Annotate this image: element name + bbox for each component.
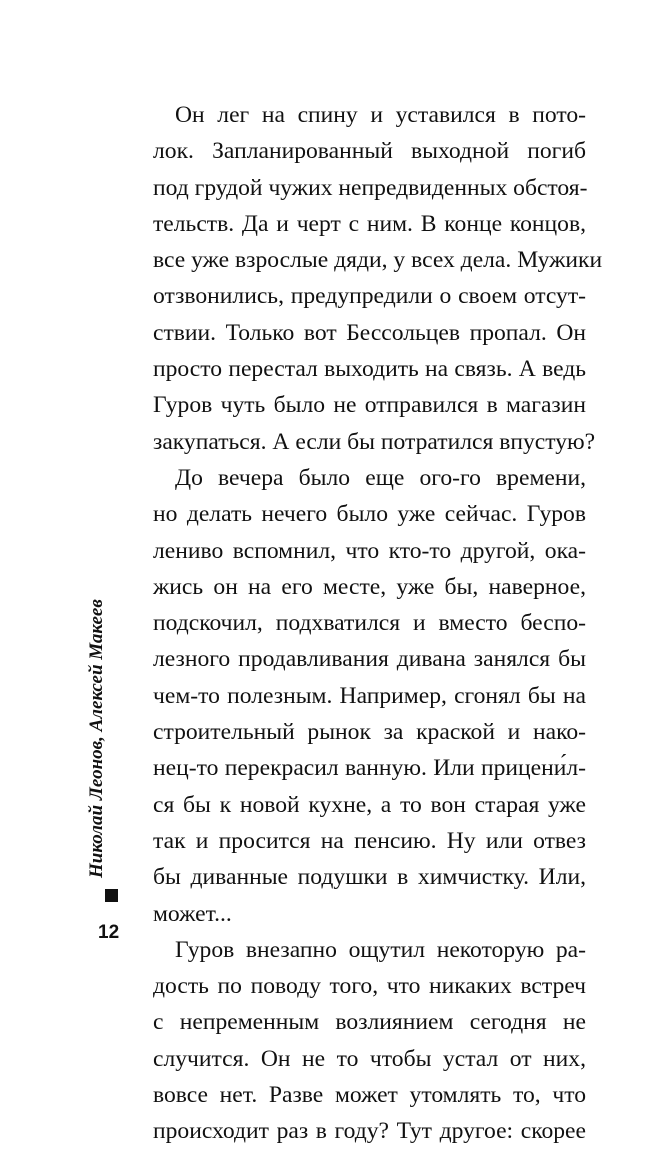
running-head-authors: Николай Леонов, Алексей Макеев [86,599,107,878]
text-line: ся бы к новой кухне, а то вон старая уже [153,791,586,818]
text-line: вовсе нет. Разве может утомлять то, что [153,1082,586,1109]
paragraph-2 [153,460,586,932]
text-line: дость по поводу того, что никаких встреч [153,973,586,1000]
text-line: чем-то полезным. Например, сгонял бы на [153,682,586,709]
text-line: лезного продавливания дивана занялся бы [153,646,586,673]
text-line: происходит раз в году? Тут другое: скорее [153,1118,586,1145]
paragraph-3 [153,932,586,1150]
text-line: Гуров внезапно ощутил некоторую ра- [175,936,586,963]
text-line: под грудой чужих непредвиденных обстоя- [153,174,588,201]
page-body-text [153,97,603,1150]
text-line: подскочил, подхватился и вместо беспо- [153,610,586,637]
text-line: лениво вспомнил, что кто-то другой, ока- [153,537,586,564]
text-line: лок. Запланированный выходной погиб [153,138,586,165]
page-marker-square [105,889,118,902]
text-line: нец-то перекрасил ванную. Или прицени́л- [153,755,586,782]
text-line: Гуров чуть было не отправился в магазин [153,392,586,419]
page-number: 12 [98,922,120,943]
text-line: ствии. Только вот Бессольцев пропал. Он [153,319,586,346]
text-line: так и просится на пенсию. Ну или отвез [153,827,586,854]
text-line: До вечера было еще ого-го времени, [175,464,586,491]
text-line: отзвонились, предупредили о своем отсут- [153,283,586,310]
text-line: может... [153,900,232,927]
text-line: закупаться. А если бы потратился впустую? [153,428,596,455]
text-line: но делать нечего было уже сейчас. Гуров [153,501,586,528]
text-line: с непременным возлиянием сегодня не [153,1009,586,1036]
text-line: случится. Он не то чтобы устал от них, [153,1045,586,1072]
text-line: бы диванные подушки в химчистку. Или, [153,864,586,891]
text-line: строительный рынок за краской и нако- [153,719,586,746]
text-line: все уже взрослые дяди, у всех дела. Мужики [153,247,603,274]
paragraph-1 [153,97,603,460]
text-line: Он лег на спину и уставился в пото- [175,102,586,128]
text-line: просто перестал выходить на связь. А ведь [153,356,586,383]
text-line: жись он на его месте, уже бы, наверное, [153,573,586,600]
text-line: тельств. Да и черт с ним. В конце концов, [153,210,586,237]
